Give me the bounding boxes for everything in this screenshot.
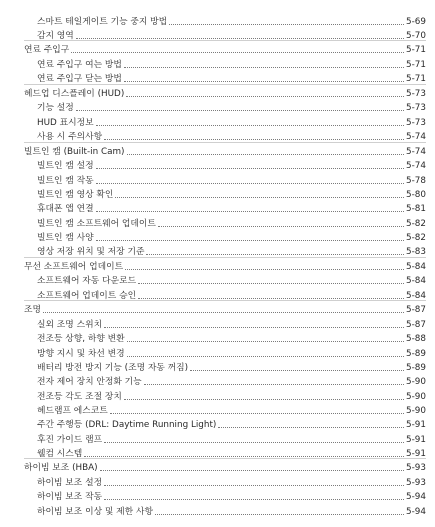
- toc-entry[interactable]: [0, 417, 435, 431]
- toc-entry[interactable]: [0, 374, 435, 388]
- toc-entry-page-number: 5-73: [406, 117, 426, 128]
- toc-entry[interactable]: [0, 71, 435, 85]
- toc-entry-page-number: 5-82: [406, 232, 426, 243]
- toc-entry[interactable]: [0, 115, 435, 129]
- toc-entry-title: 헤드램프 에스코트: [37, 405, 108, 416]
- dot-leader: [126, 95, 404, 97]
- toc-entry-page-number: 5-84: [406, 290, 426, 301]
- toc-entry[interactable]: [0, 57, 435, 71]
- toc-entry-page-number: 5-89: [406, 362, 426, 373]
- toc-entry-title: 감지 영역: [37, 30, 74, 41]
- dot-leader: [124, 398, 404, 400]
- toc-entry[interactable]: [0, 201, 435, 215]
- dot-leader: [104, 498, 404, 500]
- toc-entry-title: 연료 주입구: [24, 44, 70, 55]
- toc-entry-page-number: 5-70: [406, 30, 426, 41]
- dot-leader: [124, 66, 404, 68]
- dot-leader: [115, 196, 404, 198]
- dot-leader: [71, 51, 404, 53]
- toc-entry-title: 빌트인 캠 (Built-in Cam): [24, 146, 125, 157]
- toc-entry-title: 방향 지시 및 차선 변경: [37, 348, 125, 359]
- toc-entry-page-number: 5-87: [406, 304, 426, 315]
- dot-leader: [96, 167, 404, 169]
- toc-entry[interactable]: [0, 389, 435, 403]
- toc-entry-title: 후진 가이드 램프: [37, 434, 103, 445]
- toc-entry-title: 전자 제어 장치 안정화 기능: [37, 376, 142, 387]
- dot-leader: [43, 311, 404, 313]
- toc-entry-title: 배터리 방전 방지 기능 (조명 자동 꺼짐): [37, 362, 189, 373]
- toc-entry-title: 하이빔 보조 (HBA): [24, 462, 98, 473]
- toc-entry-page-number: 5-71: [406, 59, 426, 70]
- toc-entry[interactable]: [0, 331, 435, 345]
- toc-entry[interactable]: [0, 230, 435, 244]
- toc-entry[interactable]: [0, 346, 435, 360]
- toc-entry-page-number: 5-71: [406, 44, 426, 55]
- dot-leader: [218, 426, 404, 428]
- section-divider: [24, 40, 426, 41]
- toc-entry-page-number: 5-94: [406, 506, 426, 517]
- section-divider: [24, 257, 426, 258]
- toc-entry[interactable]: [0, 504, 435, 518]
- toc-entry-page-number: 5-82: [406, 218, 426, 229]
- dot-leader: [96, 182, 404, 184]
- toc-entry[interactable]: [0, 216, 435, 230]
- toc-entry-page-number: 5-90: [406, 391, 426, 402]
- toc-entry-title: 빌트인 캠 설정: [37, 160, 94, 171]
- toc-entry[interactable]: [0, 403, 435, 417]
- section-divider: [24, 142, 426, 143]
- toc-entry-title: 주간 주행등 (DRL: Daytime Running Light): [37, 419, 217, 430]
- toc-entry-page-number: 5-89: [406, 348, 426, 359]
- toc-entry[interactable]: [0, 244, 435, 258]
- dot-leader: [127, 153, 405, 155]
- toc-entry-title: 소프트웨어 자동 다운로드: [37, 275, 137, 286]
- toc-entry-page-number: 5-83: [406, 246, 426, 257]
- toc-entry-title: 빌트인 캠 사양: [37, 232, 94, 243]
- toc-entry-title: 실외 조명 스위치: [37, 319, 103, 330]
- toc-entry-title: 빌트인 캠 소프트웨어 업데이트: [37, 218, 156, 229]
- toc-entry-page-number: 5-84: [406, 261, 426, 272]
- toc-section-entry[interactable]: [0, 259, 435, 273]
- dot-leader: [96, 239, 404, 241]
- toc-section-entry[interactable]: [0, 42, 435, 56]
- toc-entry-title: HUD 표시정보: [37, 117, 94, 128]
- toc-section-entry[interactable]: [0, 460, 435, 474]
- toc-entry-page-number: 5-93: [406, 477, 426, 488]
- toc-entry-page-number: 5-74: [406, 146, 426, 157]
- toc-entry[interactable]: [0, 475, 435, 489]
- toc-entry[interactable]: [0, 173, 435, 187]
- toc-entry[interactable]: [0, 158, 435, 172]
- dot-leader: [138, 297, 404, 299]
- dot-leader: [104, 138, 404, 140]
- toc-section-entry[interactable]: [0, 302, 435, 316]
- dot-leader: [158, 225, 404, 227]
- toc-section-entry[interactable]: [0, 86, 435, 100]
- toc-entry-title: 연료 주입구 여는 방법: [37, 59, 122, 70]
- toc-entry-page-number: 5-90: [406, 376, 426, 387]
- toc-entry-title: 무선 소프트웨어 업데이트: [24, 261, 124, 272]
- dot-leader: [84, 455, 404, 457]
- toc-entry-page-number: 5-74: [406, 131, 426, 142]
- dot-leader: [100, 469, 404, 471]
- toc-entry-title: 웰컴 시스템: [37, 448, 83, 459]
- dot-leader: [127, 355, 404, 357]
- toc-entry-title: 하이빔 보조 작동: [37, 491, 103, 502]
- toc-entry-title: 연료 주입구 닫는 방법: [37, 73, 122, 84]
- dot-leader: [155, 513, 404, 515]
- toc-entry[interactable]: [0, 432, 435, 446]
- toc-entry-title: 기능 설정: [37, 102, 74, 113]
- section-divider: [24, 84, 426, 85]
- toc-entry[interactable]: [0, 273, 435, 287]
- toc-entry[interactable]: [0, 187, 435, 201]
- toc-entry-page-number: 5-74: [406, 160, 426, 171]
- dot-leader: [76, 109, 404, 111]
- dot-leader: [144, 383, 404, 385]
- toc-entry-page-number: 5-87: [406, 319, 426, 330]
- section-divider: [24, 458, 426, 459]
- dot-leader: [146, 253, 404, 255]
- toc-entry-page-number: 5-94: [406, 491, 426, 502]
- section-divider: [24, 300, 426, 301]
- toc-entry-title: 소프트웨어 업데이트 승인: [37, 290, 137, 301]
- toc-entry-title: 빌트인 캠 작동: [37, 175, 94, 186]
- toc-entry[interactable]: [0, 100, 435, 114]
- toc-entry-title: 빌트인 캠 영상 확인: [37, 189, 114, 200]
- toc-entry[interactable]: [0, 14, 435, 28]
- toc-entry-title: 스마트 테일게이트 기능 중지 방법: [37, 16, 168, 27]
- toc-entry[interactable]: [0, 360, 435, 374]
- toc-entry-page-number: 5-80: [406, 189, 426, 200]
- toc-entry[interactable]: [0, 129, 435, 143]
- toc-entry-page-number: 5-84: [406, 275, 426, 286]
- toc-entry-page-number: 5-91: [406, 434, 426, 445]
- toc-entry[interactable]: [0, 489, 435, 503]
- toc-entry-title: 휴대폰 앱 연결: [37, 203, 94, 214]
- toc-entry-page-number: 5-90: [406, 405, 426, 416]
- dot-leader: [124, 80, 404, 82]
- dot-leader: [127, 340, 404, 342]
- toc-entry-page-number: 5-93: [406, 462, 426, 473]
- toc-entry-title: 영상 저장 위치 및 저장 기준: [37, 246, 145, 257]
- toc-entry-page-number: 5-91: [406, 419, 426, 430]
- toc-entry-page-number: 5-73: [406, 102, 426, 113]
- toc-entry-title: 전조등 각도 조절 장치: [37, 391, 122, 402]
- dot-leader: [138, 282, 404, 284]
- toc-entry-page-number: 5-91: [406, 448, 426, 459]
- dot-leader: [96, 210, 404, 212]
- dot-leader: [110, 412, 404, 414]
- dot-leader: [125, 268, 404, 270]
- dot-leader: [104, 326, 404, 328]
- toc-entry-title: 전조등 상향, 하향 변환: [37, 333, 125, 344]
- dot-leader: [76, 37, 404, 39]
- toc-entry[interactable]: [0, 317, 435, 331]
- toc-entry-page-number: 5-78: [406, 175, 426, 186]
- toc-entry-page-number: 5-81: [406, 203, 426, 214]
- dot-leader: [104, 441, 404, 443]
- toc-entry-page-number: 5-73: [406, 88, 426, 99]
- toc-entry-page-number: 5-88: [406, 333, 426, 344]
- toc-section-entry[interactable]: [0, 144, 435, 158]
- dot-leader: [104, 484, 404, 486]
- toc-entry-title: 조명: [24, 304, 41, 315]
- toc-entry-title: 헤드업 디스플레이 (HUD): [24, 88, 125, 99]
- toc-entry-title: 하이빔 보조 설정: [37, 477, 103, 488]
- toc-entry-page-number: 5-71: [406, 73, 426, 84]
- toc-entry-title: 하이빔 보조 이상 및 제한 사항: [37, 506, 153, 517]
- toc-entry-page-number: 5-69: [406, 16, 426, 27]
- toc-entry-title: 사용 시 주의사항: [37, 131, 103, 142]
- dot-leader: [190, 369, 404, 371]
- dot-leader: [96, 124, 404, 126]
- dot-leader: [169, 23, 404, 25]
